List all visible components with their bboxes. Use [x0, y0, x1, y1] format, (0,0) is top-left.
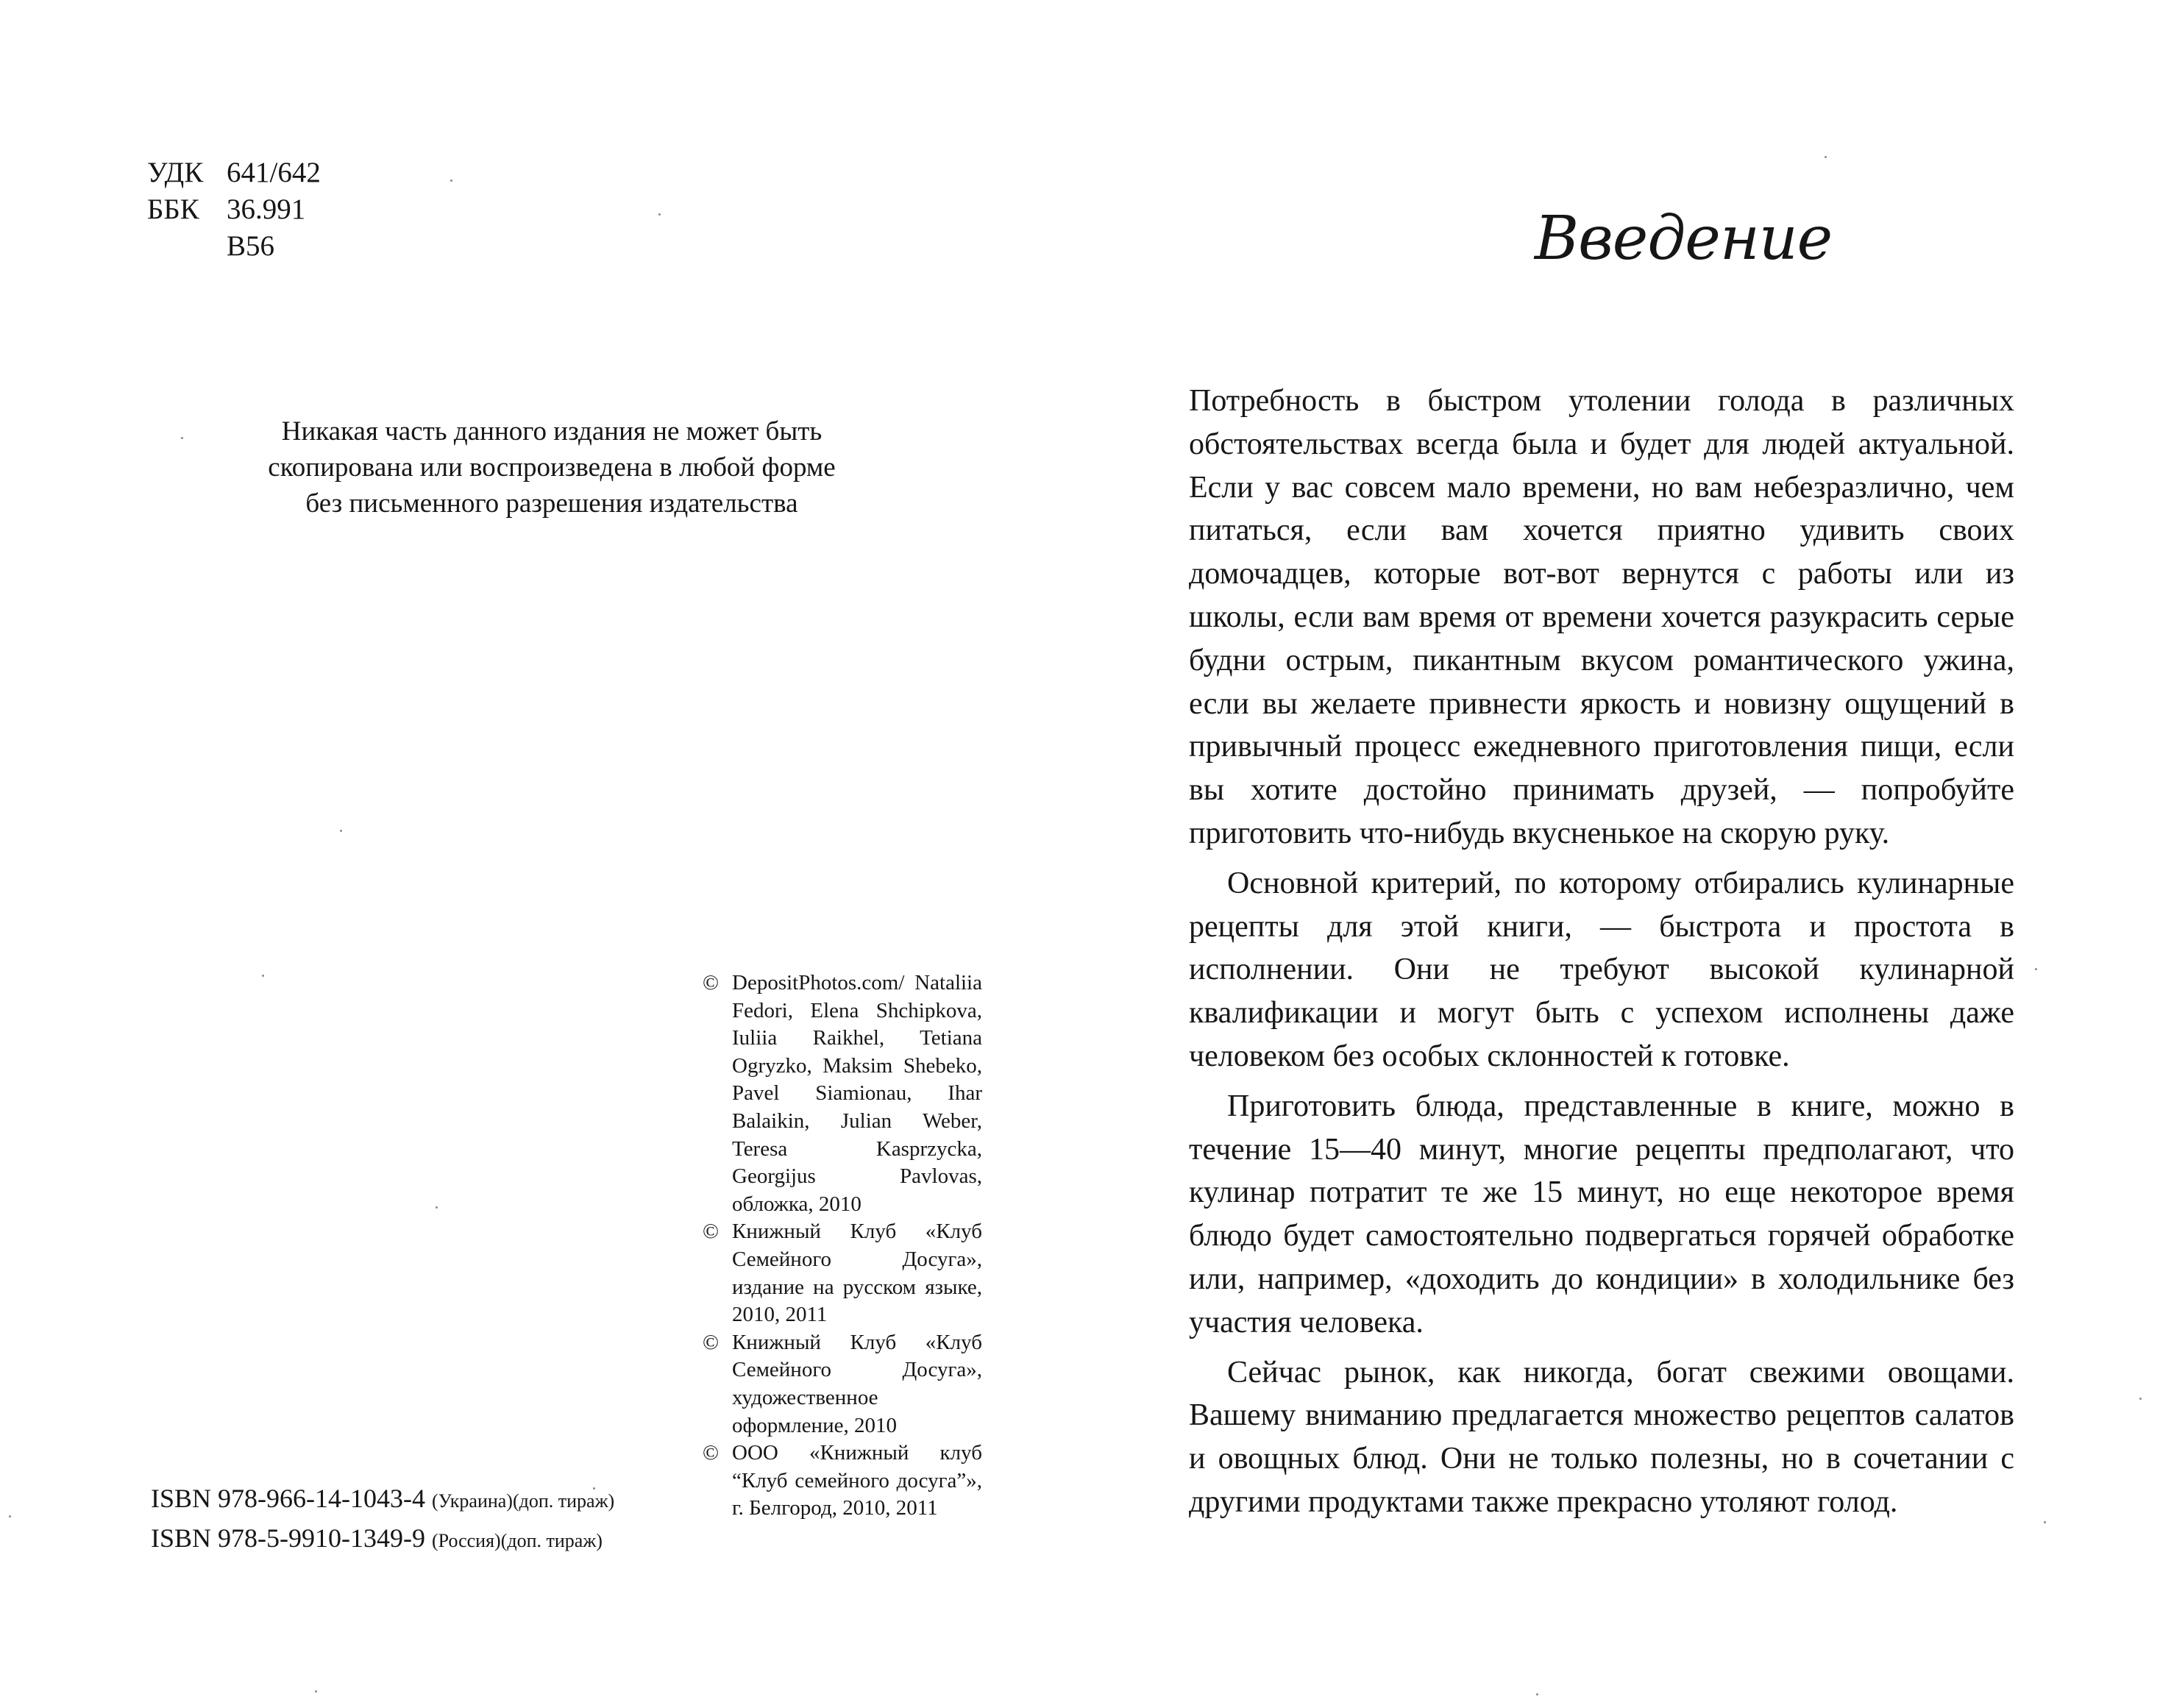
- isbn-line: [151, 1520, 614, 1559]
- copyright-mark: ©: [703, 1441, 720, 1465]
- scan-speck: [262, 975, 264, 977]
- isbn-note: (Россия)(доп. тираж): [431, 1530, 603, 1551]
- scan-speck: [315, 1690, 317, 1693]
- udk-row: [147, 154, 321, 191]
- isbn-note: (Украина)(доп. тираж): [431, 1490, 615, 1512]
- paragraph: Основной критерий, по которому отбирались кулинарные рецепты для этой книги, — быстрота и простота в исполнении. Они не требуют высокой кулинарной квалификации и могут быть с успехом исполнены даже человеком без особых склонностей к готовке.: [1189, 866, 2014, 1073]
- scan-speck: [2139, 1398, 2142, 1400]
- rights-line: Никакая часть данного издания не может быть: [281, 416, 823, 446]
- scan-speck: [2035, 968, 2037, 970]
- right-page: [1080, 0, 2160, 1708]
- author-mark-row: [147, 228, 321, 265]
- scan-speck: [340, 830, 342, 832]
- classification-codes: [147, 154, 321, 265]
- class-value: 641/642: [227, 157, 321, 188]
- paragraph: Сейчас рынок, как никогда, богат свежими овощами. Вашему вниманию предлагается множество рецептов салатов и овощных блюд. Они не только полезны, но в сочетании с другими продуктами также прекрасно утоляют голод.: [1189, 1355, 2014, 1519]
- paragraph: Потребность в быстром утолении голода в различных обстоятельствах всегда была и будет для людей актуальной. Если у вас совсем мало времени, но вам небезразлично, чем питаться, если вам хочется приятно удивить своих домочадцев, которые вот-вот вернутся с работы или из школы, если вам время от времени хочется разукрасить серые будни острым, пикантным вкусом романтического ужина, если вы желаете привнести яркость и новизну ощущений в привычный процесс ежедневного приготовления пищи, если вы хотите достойно принимать друзей, — попробуйте приготовить что-нибудь вкусненькое на скорую руку.: [1189, 384, 2014, 850]
- rights-notice: [184, 413, 920, 522]
- credit-text: Книжный Клуб «Клуб Семейного Досуга», художественное оформление, 2010: [732, 1330, 982, 1437]
- scan-speck: [658, 213, 661, 216]
- body-text: [1189, 380, 2014, 1524]
- class-code: ББК: [147, 193, 199, 225]
- credit-item: [703, 1440, 982, 1523]
- credit-item: [703, 1329, 982, 1440]
- isbn-number: ISBN 978-966-14-1043-4: [151, 1484, 425, 1513]
- rights-line: скопирована или воспроизведена в любой форме: [268, 452, 836, 483]
- scan-speck: [9, 1515, 11, 1517]
- copyright-mark: ©: [703, 971, 720, 994]
- copyright-credits: [703, 969, 982, 1523]
- bbk-row: [147, 191, 321, 228]
- chapter-title: Введение: [1534, 204, 1833, 274]
- class-code: УДК: [147, 157, 204, 188]
- copyright-mark: ©: [703, 1330, 720, 1354]
- credit-item: [703, 1218, 982, 1328]
- credit-text: Книжный Клуб «Клуб Семейного Досуга», издание на русском языке, 2010, 2011: [732, 1220, 982, 1327]
- copyright-mark: ©: [703, 1220, 720, 1244]
- scan-speck: [1825, 156, 1827, 158]
- isbn-number: ISBN 978-5-9910-1349-9: [151, 1523, 425, 1553]
- scan-speck: [2044, 1521, 2046, 1523]
- class-value: 36.991: [227, 193, 306, 225]
- isbn-block: [151, 1480, 614, 1559]
- isbn-line: [151, 1480, 614, 1520]
- credit-text: ООО «Книжный клуб “Клуб семейного досуга”», г. Белгород, 2010, 2011: [732, 1441, 982, 1520]
- class-value: В56: [227, 230, 275, 262]
- scan-speck: [450, 179, 452, 182]
- credit-item: [703, 969, 982, 1218]
- rights-line: без письменного разрешения издательства: [305, 488, 798, 519]
- scan-speck: [181, 437, 183, 439]
- scan-speck: [436, 1206, 438, 1209]
- credit-text: DepositPhotos.com/ Nataliia Fedori, Elena Shchipkova, Iuliia Raikhel, Tetiana Ogryzko, Maksim Shebeko, Pavel Siamionau, Ihar Balaikin, Julian Weber, Teresa Kasprzycka, Georgijus Pavlovas, обложка, 2010: [732, 971, 982, 1216]
- scan-speck: [1536, 1693, 1538, 1695]
- scan-speck: [593, 1487, 595, 1490]
- paragraph: Приготовить блюда, представленные в книге, можно в течение 15—40 минут, многие рецепты предполагают, что кулинар потратит те же 15 минут, но еще некоторое время блюдо будет самостоятельно подвергаться горячей обработке или, например, «доходить до кондиции» в холодильнике без участия человека.: [1189, 1089, 2014, 1339]
